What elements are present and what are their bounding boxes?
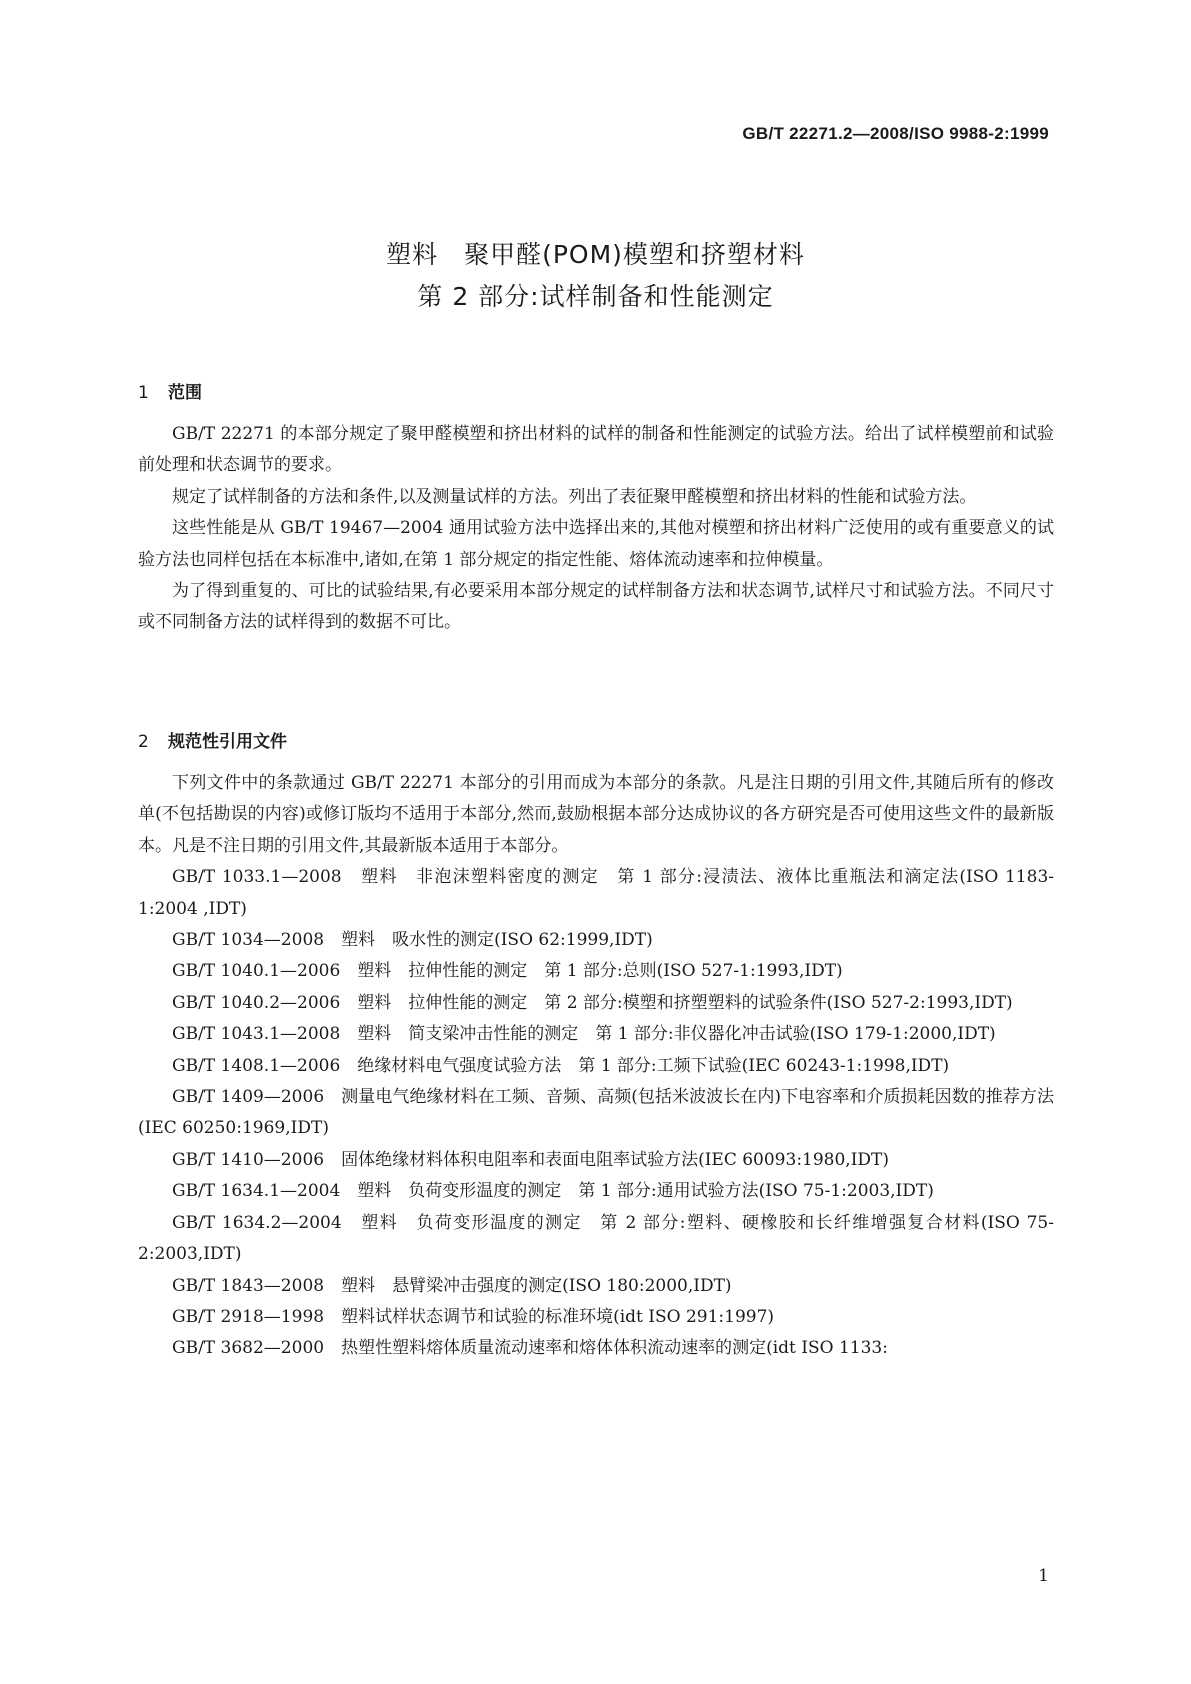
reference-item: GB/T 1040.2—2006 塑料 拉伸性能的测定 第 2 部分:模塑和挤塑塑料的试验条件(ISO 527-2:1993,IDT)	[172, 992, 1013, 1013]
section-2-heading	[138, 727, 287, 752]
reference-item: GB/T 1409—2006 测量电气绝缘材料在工频、音频、高频(包括米波波长在内)下电容率和介质损耗因数的推荐方法(IEC 60250:1969,IDT)	[138, 1087, 1054, 1139]
reference-item: GB/T 2918—1998 塑料试样状态调节和试验的标准环境(idt ISO 291:1997)	[172, 1306, 775, 1327]
reference-item: GB/T 1410—2006 固体绝缘材料体积电阻率和表面电阻率试验方法(IEC 60093:1980,IDT)	[172, 1149, 890, 1170]
paragraph: 为了得到重复的、可比的试验结果,有必要采用本部分规定的试样制备方法和状态调节,试样尺寸和试验方法。不同尺寸或不同制备方法的试样得到的数据不可比。	[138, 581, 1054, 633]
section-title: 范围	[168, 383, 202, 403]
reference-item: GB/T 3682—2000 热塑性塑料熔体质量流动速率和熔体体积流动速率的测定(idt ISO 1133:	[172, 1338, 888, 1359]
section-2-body	[138, 768, 1054, 1365]
section-1-heading	[138, 378, 202, 403]
reference-item: GB/T 1634.2—2004 塑料 负荷变形温度的测定 第 2 部分:塑料、硬橡胶和长纤维增强复合材料(ISO 75-2:2003,IDT)	[138, 1212, 1054, 1265]
section-number: 2	[138, 732, 149, 752]
section-1-body	[138, 419, 1054, 639]
section-number: 1	[138, 383, 149, 403]
paragraph: 下列文件中的条款通过 GB/T 22271 本部分的引用而成为本部分的条款。凡是注日期的引用文件,其随后所有的修改单(不包括勘误的内容)或修订版均不适用于本部分,然而,鼓励根据本部分达成协议的各方研究是否可使用这些文件的最新版本。凡是不注日期的引用文件,其最新版本适用于本部分。	[138, 773, 1054, 856]
paragraph: 这些性能是从 GB/T 19467—2004 通用试验方法中选择出来的,其他对模塑和挤出材料广泛使用的或有重要意义的试验方法也同样包括在本标准中,诸如,在第 1 部分规定的指定性能、熔体流动速率和拉伸模量。	[138, 518, 1054, 570]
reference-item: GB/T 1408.1—2006 绝缘材料电气强度试验方法 第 1 部分:工频下试验(IEC 60243-1:1998,IDT)	[172, 1055, 950, 1076]
title-line-2: 第 2 部分:试样制备和性能测定	[417, 282, 774, 311]
reference-item: GB/T 1034—2008 塑料 吸水性的测定(ISO 62:1999,IDT)	[172, 930, 653, 951]
reference-item: GB/T 1040.1—2006 塑料 拉伸性能的测定 第 1 部分:总则(ISO 527-1:1993,IDT)	[172, 961, 843, 982]
paragraph: 规定了试样制备的方法和条件,以及测量试样的方法。列出了表征聚甲醛模塑和挤出材料的性能和试验方法。	[172, 486, 977, 507]
section-title: 规范性引用文件	[168, 732, 287, 752]
standard-code: GB/T 22271.2—2008/ISO 9988-2:1999	[742, 124, 1049, 143]
paragraph: GB/T 22271 的本部分规定了聚甲醛模塑和挤出材料的试样的制备和性能测定的试验方法。给出了试样模塑前和试验前处理和状态调节的要求。	[138, 424, 1054, 476]
reference-item: GB/T 1843—2008 塑料 悬臂梁冲击强度的测定(ISO 180:2000,IDT)	[172, 1275, 732, 1296]
reference-item: GB/T 1033.1—2008 塑料 非泡沫塑料密度的测定 第 1 部分:浸渍法、液体比重瓶法和滴定法(ISO 1183-1:2004 ,IDT)	[138, 867, 1054, 919]
reference-item: GB/T 1043.1—2008 塑料 简支梁冲击性能的测定 第 1 部分:非仪器化冲击试验(ISO 179-1:2000,IDT)	[172, 1024, 996, 1045]
page-number: 1	[1038, 1566, 1049, 1586]
reference-item: GB/T 1634.1—2004 塑料 负荷变形温度的测定 第 1 部分:通用试验方法(ISO 75-1:2003,IDT)	[172, 1181, 934, 1202]
title-line-1: 塑料 聚甲醛(POM)模塑和挤塑材料	[386, 240, 805, 269]
